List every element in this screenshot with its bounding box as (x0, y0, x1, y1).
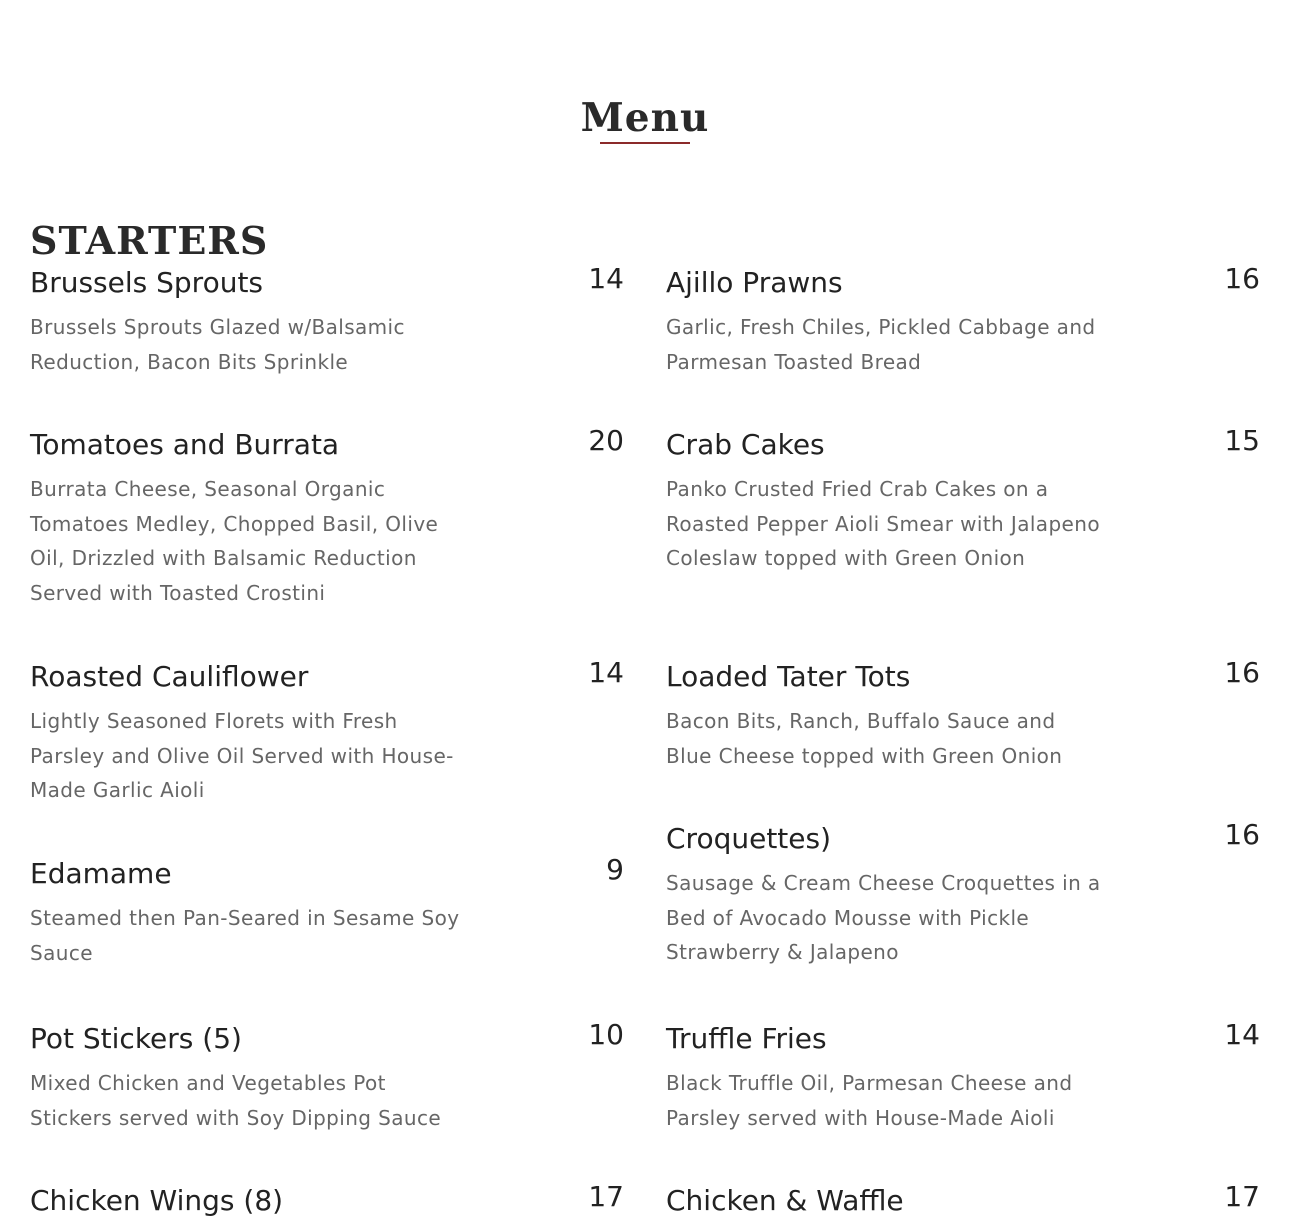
item-price: 14 (588, 262, 624, 295)
title-underline (600, 142, 690, 144)
item-description: Sausage & Cream Cheese Croquettes in a Bed of Avocado Mousse with Pickle Strawberry & Jalapeno (666, 871, 1101, 964)
item-name: Brussels Sprouts (30, 266, 264, 299)
menu-item (666, 262, 1260, 379)
item-description: Brussels Sprouts Glazed w/Balsamic Reduction, Bacon Bits Sprinkle (30, 315, 405, 374)
item-price: 10 (588, 1018, 624, 1051)
item-price: 16 (1224, 262, 1260, 295)
item-name: Edamame (30, 857, 172, 890)
item-description: Mixed Chicken and Vegetables Pot Stickers served with Soy Dipping Sauce (30, 1071, 442, 1130)
menu-item (30, 262, 624, 379)
menu-item (30, 853, 624, 970)
item-name: Tomatoes and Burrata (30, 428, 340, 461)
item-price: 17 (1224, 1180, 1260, 1213)
item-price: 15 (1224, 424, 1260, 457)
item-price: 20 (588, 424, 624, 457)
item-price: 17 (588, 1180, 624, 1213)
item-price: 16 (1224, 818, 1260, 851)
item-price: 16 (1224, 656, 1260, 689)
menu-item (666, 1018, 1260, 1135)
item-name: Loaded Tater Tots (666, 660, 911, 693)
item-name: Ajillo Prawns (666, 266, 843, 299)
item-description: Garlic, Fresh Chiles, Pickled Cabbage and Parmesan Toasted Bread (666, 315, 1096, 374)
menu-item (30, 424, 624, 610)
item-description: Steamed then Pan-Seared in Sesame Soy Sauce (30, 906, 460, 965)
item-description: Bacon Bits, Ranch, Buffalo Sauce and Blue Cheese topped with Green Onion (666, 709, 1063, 768)
item-name: Truffle Fries (666, 1022, 827, 1055)
item-price: 14 (588, 656, 624, 689)
item-price: 14 (1224, 1018, 1260, 1051)
menu-item (30, 1018, 624, 1135)
menu-item (30, 1180, 624, 1220)
item-description: Black Truffle Oil, Parmesan Cheese and Parsley served with House-Made Aioli (666, 1071, 1073, 1130)
item-name: Crab Cakes (666, 428, 825, 461)
menu-item (666, 424, 1260, 576)
menu-item (30, 656, 624, 808)
item-description: Burrata Cheese, Seasonal Organic Tomatoes Medley, Chopped Basil, Olive Oil, Drizzled with Balsamic Reduction Served with Toasted Crostini (30, 477, 439, 605)
section-heading-starters: STARTERS (30, 217, 269, 263)
item-description: Panko Crusted Fried Crab Cakes on a Roasted Pepper Aioli Smear with Jalapeno Coleslaw topped with Green Onion (666, 477, 1100, 570)
item-name: Pot Stickers (5) (30, 1022, 242, 1055)
menu-item (666, 818, 1260, 970)
item-description: Lightly Seasoned Florets with Fresh Parsley and Olive Oil Served with House-Made Garlic Aioli (30, 709, 454, 802)
item-price: 9 (606, 853, 624, 886)
item-name: Croquettes) (666, 822, 832, 855)
menu-item (666, 1180, 1260, 1220)
item-name: Chicken & Waffle (666, 1184, 904, 1217)
menu-item (666, 656, 1260, 773)
item-name: Chicken Wings (8) (30, 1184, 284, 1217)
item-name: Roasted Cauliflower (30, 660, 309, 693)
page-title: Menu (580, 95, 710, 142)
